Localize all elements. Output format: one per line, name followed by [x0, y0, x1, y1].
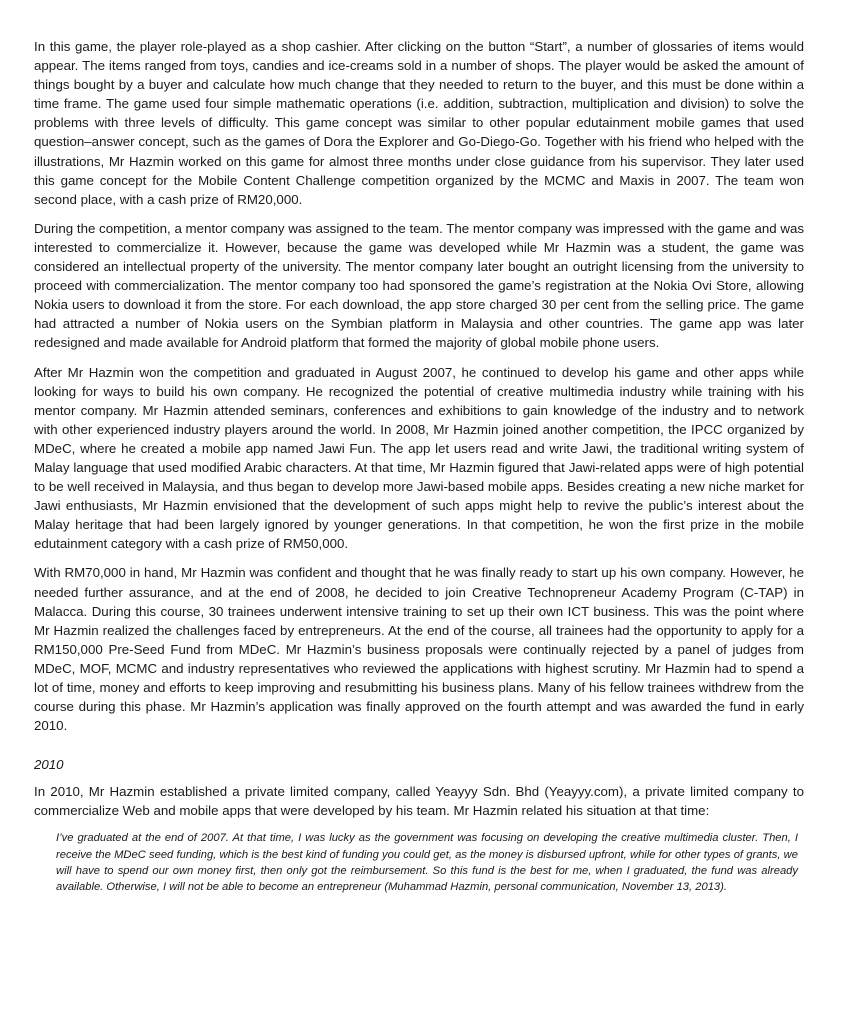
paragraph-company-founding: In 2010, Mr Hazmin established a private limited company, called Yeayyy Sdn. Bhd (Yeayyy.com), a private limited company to commercialize Web and mobile apps that were developed by his team. Mr Hazmin related his situation at that time: [34, 784, 804, 819]
document-page [34, 37, 804, 895]
paragraph-game-description: In this game, the player role-played as a shop cashier. After clicking on the button “Start”, a number of glossaries of items would appear. The items ranged from toys, candies and ice-creams sold in a number of shops. The player would be asked the amount of things bought by a buyer and calculate how much change that they needed to return to the buyer, and this must be done within a time frame. The game used four simple mathematic operations (i.e. addition, subtraction, multiplication and division) to solve the problems with three levels of difficulty. This game concept was similar to other popular edutainment mobile games that used question–answer concept, such as the games of Dora the Explorer and Go-Diego-Go. Together with his friend who helped with the illustrations, Mr Hazmin worked on this game for almost three months under close guidance from his supervisor. They later used this game concept for the Mobile Content Challenge competition organized by the MCMC and Maxis in 2007. The team won second place, with a cash prize of RM20,000. [34, 39, 804, 207]
paragraph-jawi-fun: After Mr Hazmin won the competition and graduated in August 2007, he continued to develop his game and other apps while looking for ways to build his own company. He recognized the potential of creative multimedia industry while training with his mentor company. Mr Hazmin attended seminars, conferences and exhibitions to gain knowledge of the industry and to network with other experienced industry players around the world. In 2008, Mr Hazmin joined another competition, the IPCC organized by MDeC, where he created a mobile app named Jawi Fun. The app let users read and write Jawi, the traditional writing system of Malay language that used modified Arabic characters. At that time, Mr Hazmin figured that Jawi-related apps were of high potential to be well received in Malaysia, and thus began to develop more Jawi-based mobile apps. Besides creating a new niche market for Jawi enthusiasts, Mr Hazmin envisioned that the development of such apps might help to revive the public’s interest about the Malay heritage that had been largely ignored by younger generations. In that competition, he won the first prize in the mobile edutainment category with a cash prize of RM50,000. [34, 364, 804, 552]
paragraph-mentor-company: During the competition, a mentor company was assigned to the team. The mentor company was impressed with the game and was interested to commercialize it. However, because the game was developed while Mr Hazmin was a student, the game was considered an intellectual property of the university. The mentor company later bought an outright licensing from the university to proceed with commercialization. The mentor company too had sponsored the game’s registration at the Nokia Ovi Store, allowing Nokia users to download it from the store. For each download, the app store charged 30 per cent from the selling price. The game had attracted a number of Nokia users on the Symbian platform in Malaysia and other countries. The game app was later redesigned and made available for Android platform that formed the majority of global mobile phone users. [34, 220, 804, 351]
block-quote: I’ve graduated at the end of 2007. At that time, I was lucky as the government was focusing on developing the creative multimedia cluster. Then, I receive the MDeC seed funding, which is the best kind of funding you could get, as the money is disbursed upfront, while for other types of grants, we will have to spend our own money first, then only got the reimbursement. So this fund is the best for me, when I graduated, the fund was already available. Otherwise, I will not be able to become an entrepreneur (Muhammad Hazmin, personal communication, November 13, 2013). [56, 832, 798, 894]
paragraph-ctap-program: With RM70,000 in hand, Mr Hazmin was confident and thought that he was finally ready to start up his own company. However, he needed further assurance, and at the end of 2008, he decided to join Creative Technopreneur Academy Program (C-TAP) in Malacca. During this course, 30 trainees underwent intensive training to set up their own ICT business. This was the point where Mr Hazmin realized the challenges faced by entrepreneurs. At the end of the course, all trainees had the opportunity to apply for a RM150,000 Pre-Seed Fund from MDeC. Mr Hazmin’s business proposals were continually rejected by a panel of judges from MDeC, MOF, MCMC and industry representatives who reviewed the applications with highest scrutiny. Mr Hazmin had to spend a lot of time, money and efforts to keep improving and resubmitting his business plans. Many of his fellow trainees withdrew from the course during this phase. Mr Hazmin’s application was finally approved on the fourth attempt and was awarded the fund in early 2010. [34, 565, 804, 734]
section-heading-2010: 2010 [34, 757, 64, 773]
